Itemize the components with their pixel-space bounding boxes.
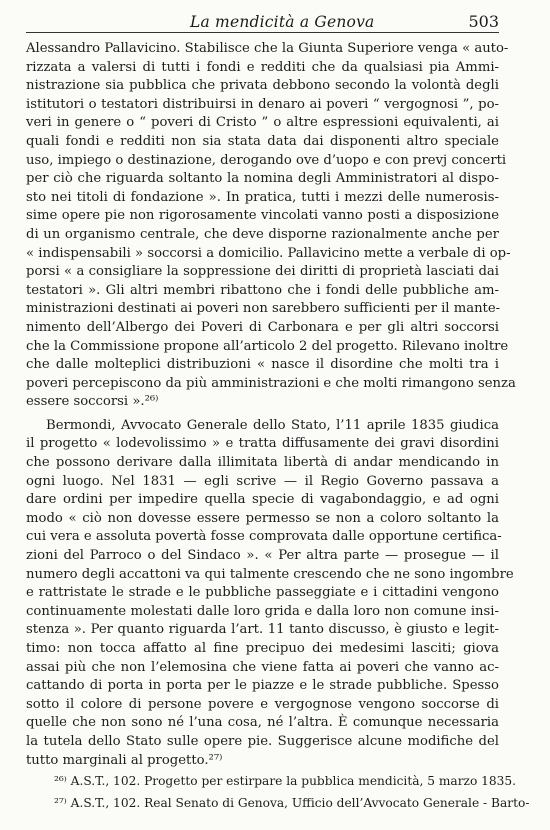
text-line: timo: non tocca affatto al fine precipuo dei medesimi lasciti; giova — [26, 641, 499, 656]
text-line: quelle che non sono né l’una cosa, né l’altra. È comunque necessaria — [26, 715, 499, 731]
footnotes — [26, 770, 530, 814]
paragraph-1 — [26, 40, 516, 412]
text-line: continuamente molestati dalle loro grida e dalla loro non comune insi- — [26, 603, 499, 619]
text-line: Bermondi, Avvocato Generale dello Stato, l’11 aprile 1835 giudica — [46, 417, 499, 433]
running-header — [26, 10, 499, 33]
text-line: quali fondi e redditi non sia stata data dai disponenti altro speciale — [26, 133, 499, 149]
text-line: assai più che non l’elemosina che viene fatta ai poveri che vanno ac- — [26, 659, 499, 675]
text-line: per ciò che riguarda soltanto la nomina degli Amministratori al dispo- — [26, 171, 499, 187]
text-line: zioni del Parroco o del Sindaco ». « Per altra parte — prosegue — il — [26, 548, 499, 564]
text-line: « indispensabili » soccorsi a domicilio. Pallavicino mette a verbale di op- — [26, 245, 511, 261]
text-line: porsi « a consigliare la soppressione dei diritti di proprietà lasciati dai — [26, 264, 499, 280]
text-line: dare ordini per impedire quella specie di vagabondaggio, e ad ogni — [26, 492, 499, 508]
running-title: La mendicità a Genova — [190, 13, 375, 31]
text-line: nistrazione sia pubblica che privata debbono secondo la volontà degli — [26, 78, 499, 94]
text-line: cattando di porta in porta per le piazze e le strade pubbliche. Spesso — [26, 678, 499, 694]
text-line: uso, impiego o destinazione, derogando ove d’uopo e con prevj concerti — [26, 152, 507, 168]
text-line: veri in genere o “ poveri di Cristo ” o altre espressioni equivalenti, ai — [26, 115, 499, 131]
text-line: che dalle molteplici distribuzioni « nasce il disordine che molti tra i — [26, 357, 499, 373]
text-line: numero degli accattoni va qui talmente crescendo che ne sono ingombre — [26, 566, 514, 582]
text-line: modo « ciò non dovesse essere permesso se non a coloro soltanto la — [26, 510, 499, 526]
text-line: sotto il colore di persone povere e vergognose vengono soccorse di — [26, 696, 499, 712]
text-line: il progetto « lodevolissimo » e tratta diffusamente dei gravi disordini — [26, 436, 499, 452]
text-line: cui vera e assoluta povertà fosse comprovata dalle opportune certifica- — [26, 529, 502, 545]
footnote-26: ²⁶⁾ A.S.T., 102. Progetto per estirpare la pubblica mendicità, 5 marzo 1835. — [54, 774, 517, 788]
text-line: che la Commissione propone all’articolo 2 del progetto. Rilevano inoltre — [26, 338, 509, 354]
text-line: che possono derivare dalla illimitata libertà di andar mendicando in — [26, 455, 499, 471]
text-line: ministrazioni destinati ai poveri non sarebbero sufficienti per il mante- — [26, 301, 501, 317]
text-line: la tutela dello Stato sulle opere pie. Suggerisce alcune modifiche del — [26, 733, 499, 749]
text-line: Alessandro Pallavicino. Stabilisce che la Giunta Superiore venga « auto- — [26, 41, 509, 56]
text-line: istitutori o testatori distribuirsi in denaro ai poveri “ vergognosi ”, po- — [26, 96, 499, 112]
footnote-27: ²⁷⁾ A.S.T., 102. Real Senato di Genova, Ufficio dell’Avvocato Generale - Barto- — [54, 796, 530, 810]
text-line: sime opere pie non rigorosamente vincolati vanno posti a disposizione — [26, 208, 499, 224]
text-line: sto nei titoli di fondazione ». In pratica, tutti i mezzi delle numerosis- — [26, 189, 499, 205]
text-line: tutto marginali al progetto.²⁷⁾ — [26, 752, 223, 768]
page-number: 503 — [468, 12, 499, 31]
text-line: rizzata a valersi di tutti i fondi e redditi che da qualsiasi pia Ammi- — [26, 59, 499, 75]
body-text — [26, 40, 516, 770]
text-line: nimento dell’Albergo dei Poveri di Carbonara e per gli altri soccorsi — [26, 319, 499, 335]
text-line: di un organismo centrale, che deve disporne razionalmente anche per — [26, 226, 499, 242]
text-line: e rattristate le strade e le pubbliche passeggiate e i cittadini vengono — [26, 585, 499, 601]
text-line: stenza ». Per quanto riguarda l’art. 11 tanto discusso, è giusto e legit- — [26, 622, 499, 638]
text-line: essere soccorsi ».²⁶⁾ — [26, 394, 159, 410]
paragraph-2 — [26, 417, 514, 770]
text-line: poveri percepiscono da più amministrazioni e che molti rimangono senza — [26, 375, 516, 391]
text-line: testatori ». Gli altri membri ribattono che i fondi delle pubbliche am- — [26, 282, 499, 298]
text-line: ogni luogo. Nel 1831 — egli scrive — il Regio Governo passava a — [26, 473, 499, 489]
